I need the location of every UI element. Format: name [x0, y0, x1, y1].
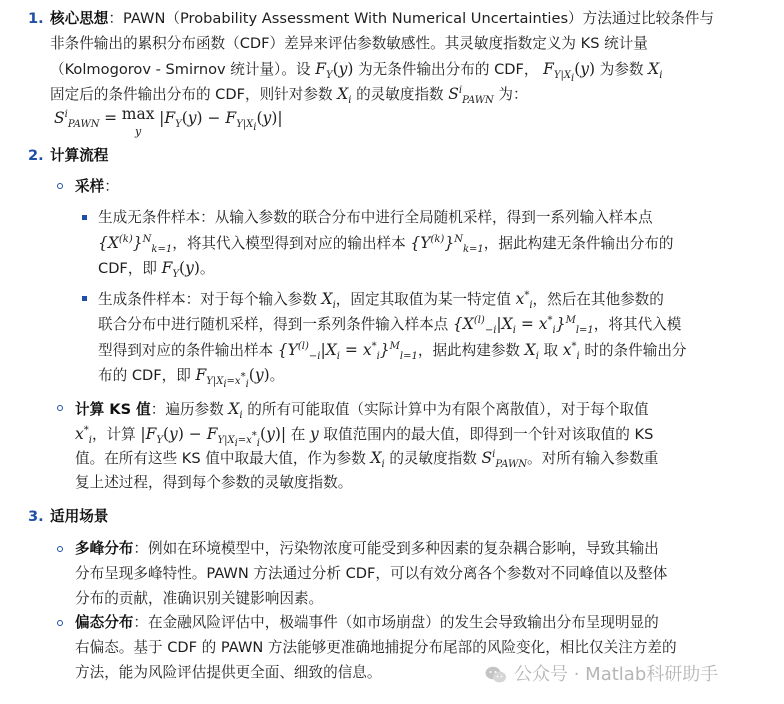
ks-line-1: 计算 KS 值：遍历参数 $X_i$ 的所有可能取值（实际计算中为有限个离散值），对于每个取值: [75, 400, 649, 422]
bullet-square: [82, 215, 87, 220]
section-3-title: 适用场景: [50, 508, 109, 525]
unconditional-line-2: $\{X^{(k)}\}^N_{k=1}$，将其代入模型得到对应的输出样本 $\{Y^{(k)}\}^N_{k=1}$，据此构建无条件输出分布的: [98, 233, 674, 256]
bullet-circle: [57, 620, 63, 626]
multimodal-line-1: 多峰分布：例如在环境模型中，污染物浓度可能受到多种因素的复杂耦合影响，导致其输出: [75, 540, 659, 557]
conditional-line-4: 布的 CDF，即 $F_{Y|X_i=x^*_i}(y)$。: [98, 366, 285, 391]
conditional-line-1: 生成条件样本：对于每个输入参数 $X_i$，固定其取值为某一特定值 $x^*_i$，然后在其他参数的: [98, 289, 664, 312]
conditional-line-2: 联合分布中进行随机采样，得到一系列条件输入样本点 $\{X^{(l)}_{-i}|X_i = x^*_i\}^M_{l=1}$，将其代入模: [98, 314, 682, 337]
section-3-number: 3.: [28, 508, 44, 525]
ks-line-2: $x^*_i$，计算 $|F_Y(y) - F_{Y|X_i=x^*_i}(y)|$ 在 y 取值范围内的最大值，即得到一个针对该取值的 KS: [75, 424, 654, 450]
section-1-line-4: 固定后的条件输出分布的 CDF，则针对参数 $X_i$ 的灵敏度指数 $S^i_{PAWN}$ 为：: [50, 84, 528, 107]
section-1-title: 核心思想: [50, 10, 109, 27]
ks-line-3: 值。在所有这些 KS 值中取最大值，作为参数 $X_i$ 的灵敏度指数 $S^i_{PAWN}$。对所有输入参数重: [75, 448, 659, 471]
wechat-icon: [484, 663, 508, 687]
skewed-line-1: 偏态分布：在金融风险评估中，极端事件（如市场崩盘）的发生会导致输出分布呈现明显的: [75, 614, 659, 631]
bullet-circle: [57, 546, 63, 552]
bullet-circle: [57, 183, 63, 189]
skewed-line-3: 方法，能为风险评估提供更全面、细致的信息。: [75, 664, 382, 681]
section-2-number: 2.: [28, 147, 44, 164]
section-1-number: 1.: [28, 10, 44, 27]
pawn-formula: $S^i_{PAWN} = \max$ y $|F_Y(y) - F_{Y|X_i}(y)|$: [54, 105, 283, 138]
multimodal-line-3: 分布的贡献，准确识别关键影响因素。: [75, 590, 324, 607]
skewed-line-2: 右偏态。基于 CDF 的 PAWN 方法能够更准确地捕捉分布尾部的风险变化，相比仅关注方差的: [75, 639, 677, 656]
math-S-pawn: $S^i_{PAWN}$: [448, 84, 494, 107]
math-FYXi: $F_{Y|X_i}(y)$: [543, 60, 596, 85]
sampling-heading: 采样：: [75, 178, 119, 195]
section-1-line-1: 核心思想：PAWN（Probability Assessment With Numerical Uncertainties）方法通过比较条件与: [50, 10, 714, 27]
bullet-square: [82, 296, 87, 301]
watermark: [484, 660, 718, 690]
watermark-text: 公众号 · Matlab科研助手: [514, 664, 719, 685]
ks-line-4: 复上述过程，得到每个参数的灵敏度指数。: [75, 474, 353, 491]
math-FY: $F_Y(y)$: [315, 60, 354, 82]
section-1-line-2: 非条件输出的累积分布函数（CDF）差异来评估参数敏感性。其灵敏度指数定义为 KS 统计量: [50, 35, 648, 52]
multimodal-line-2: 分布呈现多峰特性。PAWN 方法通过分析 CDF，可以有效分离各个参数对不同峰值以及整体: [75, 565, 668, 582]
math-Xi: $X_i$: [648, 60, 663, 82]
unconditional-line-3: CDF，即 $F_Y(y)$。: [98, 259, 215, 281]
unconditional-line-1: 生成无条件样本：从输入参数的联合分布中进行全局随机采样，得到一系列输入样本点: [98, 209, 653, 226]
bullet-circle: [57, 405, 63, 411]
section-1-line-3: （Kolmogorov - Smirnov 统计量）。设 $F_Y(y)$ 为无条件输出分布的 CDF， $F_{Y|X_i}(y)$ 为参数 $X_i$: [50, 60, 663, 85]
section-2-title: 计算流程: [50, 147, 109, 164]
conditional-line-3: 型得到对应的条件输出样本 $\{Y^{(l)}_{-i}|X_i = x^*_i\}^M_{l=1}$，据此构建参数 $X_i$ 取 $x^*_i$ 时的条件输出分: [98, 340, 687, 363]
